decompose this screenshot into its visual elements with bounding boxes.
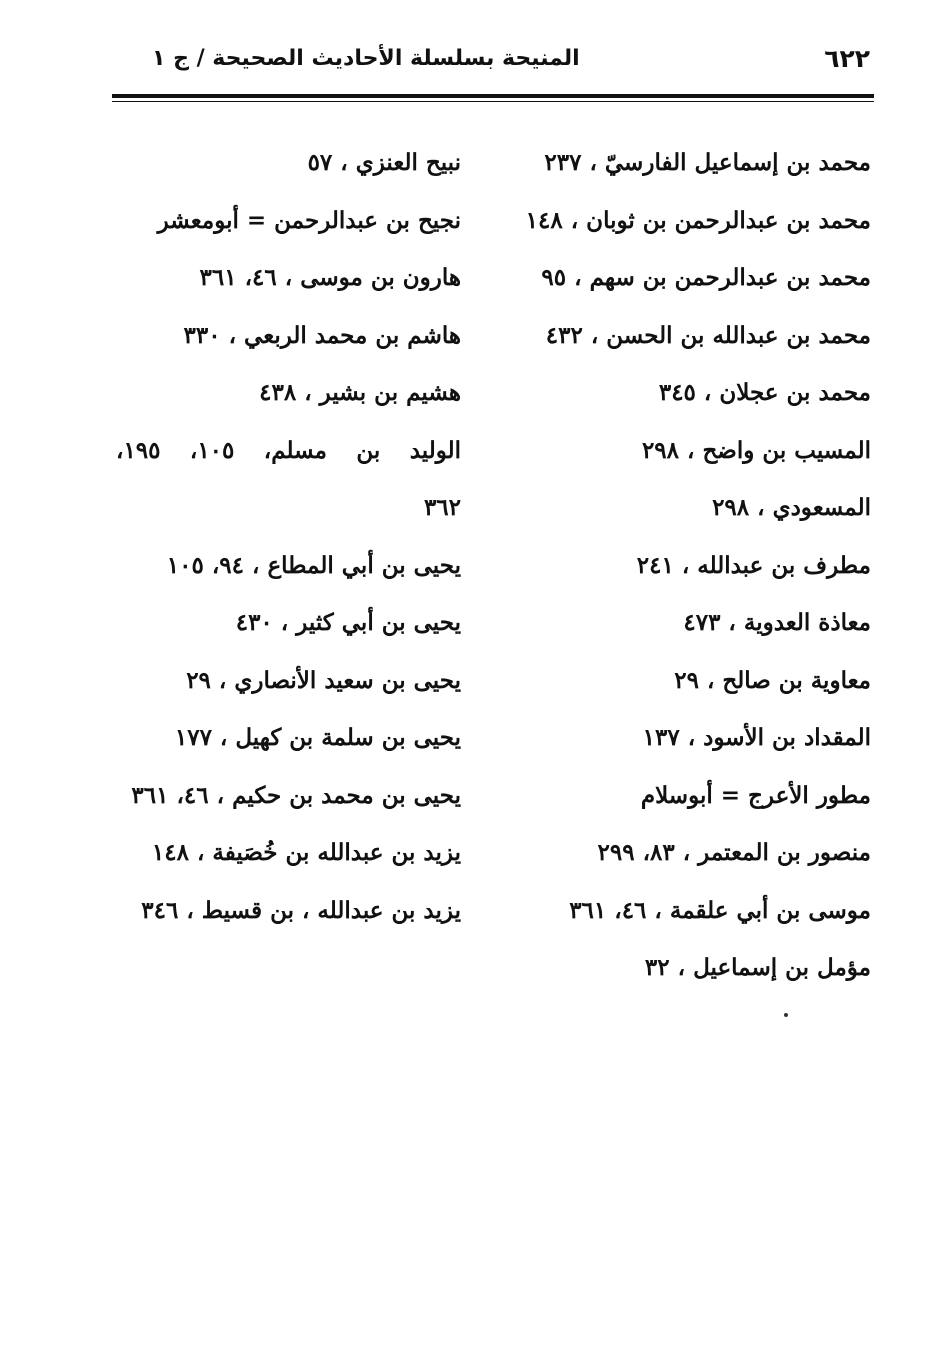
index-entry: يزيد بن عبدالله ، بن قسيط ، ٣٤٦ xyxy=(141,896,461,924)
index-entry: المسيب بن واضح ، ٢٩٨ xyxy=(641,436,871,464)
index-entry: هارون بن موسى ، ٤٦، ٣٦١ xyxy=(199,264,461,291)
page-header xyxy=(112,44,874,84)
index-entry: مطرف بن عبدالله ، ٢٤١ xyxy=(636,551,871,579)
stray-dot xyxy=(784,1013,788,1017)
index-entry: محمد بن عجلان ، ٣٤٥ xyxy=(658,379,871,406)
index-entry: يحيى بن سعيد الأنصاري ، ٢٩ xyxy=(186,666,461,694)
index-entry: هشيم بن بشير ، ٤٣٨ xyxy=(259,379,461,406)
running-title: المنيحة بسلسلة الأحاديث الصحيحة / ج ١ xyxy=(152,46,580,71)
index-entry: موسى بن أبي علقمة ، ٤٦، ٣٦١ xyxy=(569,896,871,924)
index-entry: يحيى بن سلمة بن كهيل ، ١٧٧ xyxy=(174,724,461,751)
index-entry: معاوية بن صالح ، ٢٩ xyxy=(674,666,871,694)
index-column-right xyxy=(525,140,871,1003)
index-entry: مطور الأعرج = أبوسلام xyxy=(640,781,871,809)
index-entry-wrapped xyxy=(106,428,461,543)
index-entry: محمد بن إسماعيل الفارسيّ ، ٢٣٧ xyxy=(544,149,871,176)
index-entry: يحيى بن أبي المطاع ، ٩٤، ١٠٥ xyxy=(166,551,461,579)
index-entry: مؤمل بن إسماعيل ، ٣٢ xyxy=(644,954,871,981)
index-entry-line-2: ٣٦٢ xyxy=(423,494,461,521)
header-rule-thin xyxy=(112,101,874,102)
index-column-left xyxy=(106,140,461,945)
index-entry: هاشم بن محمد الربعي ، ٣٣٠ xyxy=(183,321,461,349)
index-entry: منصور بن المعتمر ، ٨٣، ٢٩٩ xyxy=(597,839,871,866)
index-entry: نبيح العنزي ، ٥٧ xyxy=(307,149,461,176)
index-entry: يحيى بن محمد بن حكيم ، ٤٦، ٣٦١ xyxy=(131,781,461,809)
index-entry: يزيد بن عبدالله بن خُصَيفة ، ١٤٨ xyxy=(151,839,461,866)
index-entry: محمد بن عبدالرحمن بن ثوبان ، ١٤٨ xyxy=(525,206,871,234)
index-entry: نجيح بن عبدالرحمن = أبومعشر xyxy=(157,206,461,234)
index-entry: محمد بن عبدالله بن الحسن ، ٤٣٢ xyxy=(545,321,871,349)
index-entry: المسعودي ، ٢٩٨ xyxy=(712,494,871,521)
page-number: ٦٢٢ xyxy=(824,44,870,73)
index-entry: يحيى بن أبي كثير ، ٤٣٠ xyxy=(235,609,461,636)
index-entry: معاذة العدوية ، ٤٧٣ xyxy=(683,609,871,636)
index-entry-line-1: الوليد بن مسلم، ١٠٥، ١٩٥، xyxy=(116,436,461,464)
header-rule-thick xyxy=(112,94,874,98)
index-entry: محمد بن عبدالرحمن بن سهم ، ٩٥ xyxy=(541,264,871,291)
index-entry: المقداد بن الأسود ، ١٣٧ xyxy=(642,724,871,751)
